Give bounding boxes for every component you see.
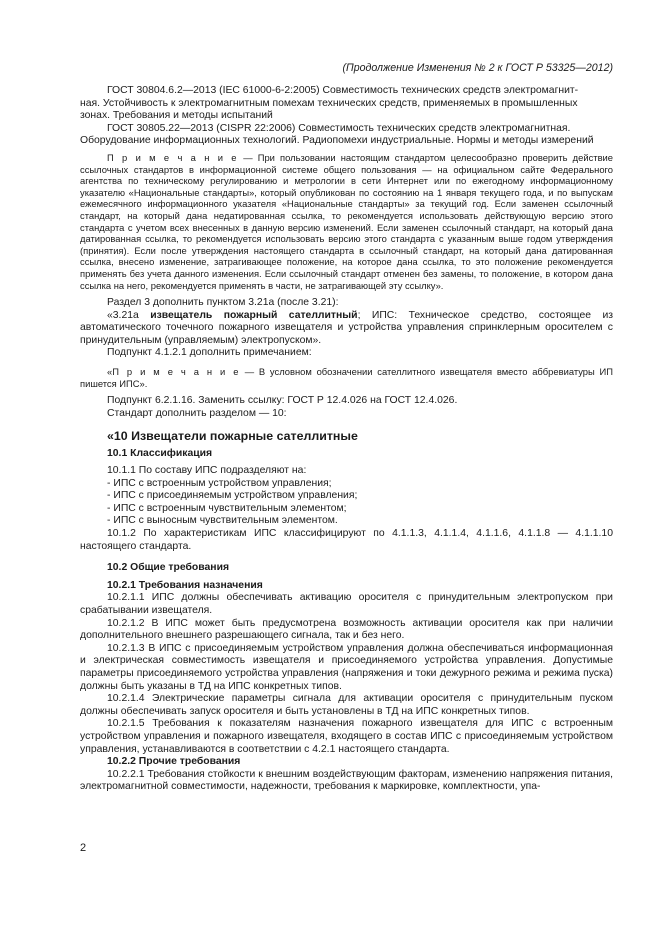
clause-10-2-1-3: 10.2.1.3 В ИПС с присоединяемым устройством управления должна обеспечиваться информационная и электрическая совместимость извещателя и присоединяемого устройства управления. Допустимые параметры присоединяемого устройства управления (напряжения и токи дежурного режима и режима пуска) должны быть указаны в ТД на ИПС конкретных типов.: [80, 642, 613, 692]
list-item: - ИПС с встроенным устройством управления;: [107, 477, 332, 489]
ref-gost-30805-line2: Оборудование информационных технологий. Радиопомехи индустриальные. Нормы и методы измерений: [80, 135, 594, 147]
ref-gost-30805-line1: ГОСТ 30805.22—2013 (CISPR 22:2006) Совместимость технических средств электромагнитная.: [107, 122, 571, 134]
page-body: [80, 85, 613, 794]
add-section-instruction: Стандарт дополнить разделом — 10:: [107, 407, 287, 419]
list-item: - ИПС с встроенным чувствительным элементом;: [107, 502, 347, 514]
list-item: - ИПС с выносным чувствительным элементом.: [107, 515, 338, 527]
clause-10-2-1-4: 10.2.1.4 Электрические параметры сигнала для активации оросителя с принудительным пуском должны обеспечивать запуск оросителя и быть установлены в ТД на ИПС конкретных типов.: [80, 693, 613, 717]
page-number: 2: [80, 842, 87, 854]
section-10-title: «10 Извещатели пожарные сателлитные: [107, 429, 358, 444]
note-label: П р и м е ч а н и е: [112, 366, 241, 378]
running-header: (Продолжение Изменения № 2 к ГОСТ Р 53325—2012): [342, 62, 613, 74]
section-10-2-title: 10.2 Общие требования: [107, 562, 230, 574]
ref-gost-30804-line3: зонах. Требования и методы испытаний: [80, 110, 273, 122]
note-text: — При пользовании настоящим стандартом целесообразно проверить действие ссылочных стандартов в информационной системе общего пользования — на официальном сайте Федерального агентства по техническому регулированию и метрологии в сети Интернет или по ежегодному информационному указателю «Национальные стандарты», который опубликован по состоянию на 1 января текущего года, и по выпускам ежемесячного информационного указателя «Национальные стандарты» за текущий год. Если заменен ссылочный стандарт, на который дана недатированная ссылка, то рекомендуется использовать действующую версию этого стандарта с учетом всех внесенных в данную версию изменений. Если заменен ссылочный стандарт, на который дана датированная ссылка, то рекомендуется использовать версию этого стандарта с указанным выше годом утверждения (принятия). Если после утверждения настоящего стандарта в ссылочный стандарт, на который дана датированная ссылка, внесено изменение, затрагивающее положение, на которое дана ссылка, то это положение рекомендуется применять без учета данного изменения. Если ссылочный стандарт отменен без замены, то положение, в котором дана ссылка на него, рекомендуется применять в части, не затрагивающей эту ссылку».: [80, 151, 613, 291]
note-references: [80, 152, 613, 291]
note-ips: «П р и м е ч а н и е — В условном обозначении сателлитного извещателя вместо аббревиатуры ИП пишется ИПС».: [80, 366, 613, 389]
clause-10-1-2: 10.1.2 По характеристикам ИПС классифицируют по 4.1.1.3, 4.1.1.4, 4.1.1.6, 4.1.1.8 — 4.1.1.10 настоящего стандарта.: [80, 528, 613, 552]
clause-10-2-1-2: 10.2.1.2 В ИПС может быть предусмотрена возможность активации оросителя как при наличии дополнительного внешнего разрешающего сигнала, так и без него.: [80, 617, 613, 642]
definition-term: извещатель пожарный сателлитный: [150, 309, 358, 321]
clause-10-2-1-1: 10.2.1.1 ИПС должны обеспечивать активацию оросителя с принудительным электропуском при срабатывании извещателя.: [80, 592, 613, 616]
clause-10-2-1-5: 10.2.1.5 Требования к показателям назначения пожарного извещателя для ИПС с встроенным устройством управления и пожарного извещателя, входящего в состав ИПС с присоединяемым устройством управления, устанавливаются в соответствии с 4.2.1 настоящего стандарта.: [80, 718, 613, 755]
list-item: - ИПС с присоединяемым устройством управления;: [107, 490, 358, 502]
subclause-4121-instruction: Подпункт 4.1.2.1 дополнить примечанием:: [107, 347, 312, 359]
ref-gost-30804-line1: ГОСТ 30804.6.2—2013 (IEC 61000-6-2:2005) Совместимость технических средств электромагнит-: [107, 85, 579, 96]
section-10-1-title: 10.1 Классификация: [107, 448, 213, 460]
subclause-62116-instruction: Подпункт 6.2.1.16. Заменить ссылку: ГОСТ Р 12.4.026 на ГОСТ 12.4.026.: [107, 395, 458, 407]
definition-3-21a: «3.21а извещатель пожарный сателлитный; ИПС: Техническое средство, состоящее из автоматического точечного пожарного извещателя и устройства управления спринклерным оросителем с принудительным (управляемым) электропуском».: [80, 309, 614, 346]
clause-10-1-1: 10.1.1 По составу ИПС подразделяют на:: [107, 465, 307, 477]
section3-instruction: Раздел 3 дополнить пунктом 3.21а (после 3.21):: [107, 297, 339, 309]
clause-10-2-2-1: 10.2.2.1 Требования стойкости к внешним воздействующим факторам, изменению напряжения питания, электромагнитной совместимости, надежности, требования к маркировке, комплектности, упа-: [80, 768, 613, 793]
ref-gost-30804-line2: ная. Устойчивость к электромагнитным помехам технических средств, применяемых в промышленных: [80, 97, 578, 109]
section-10-2-1-title: 10.2.1 Требования назначения: [107, 579, 263, 591]
note-label: П р и м е ч а н и е: [107, 151, 239, 163]
section-10-2-2-title: 10.2.2 Прочие требования: [107, 756, 241, 768]
